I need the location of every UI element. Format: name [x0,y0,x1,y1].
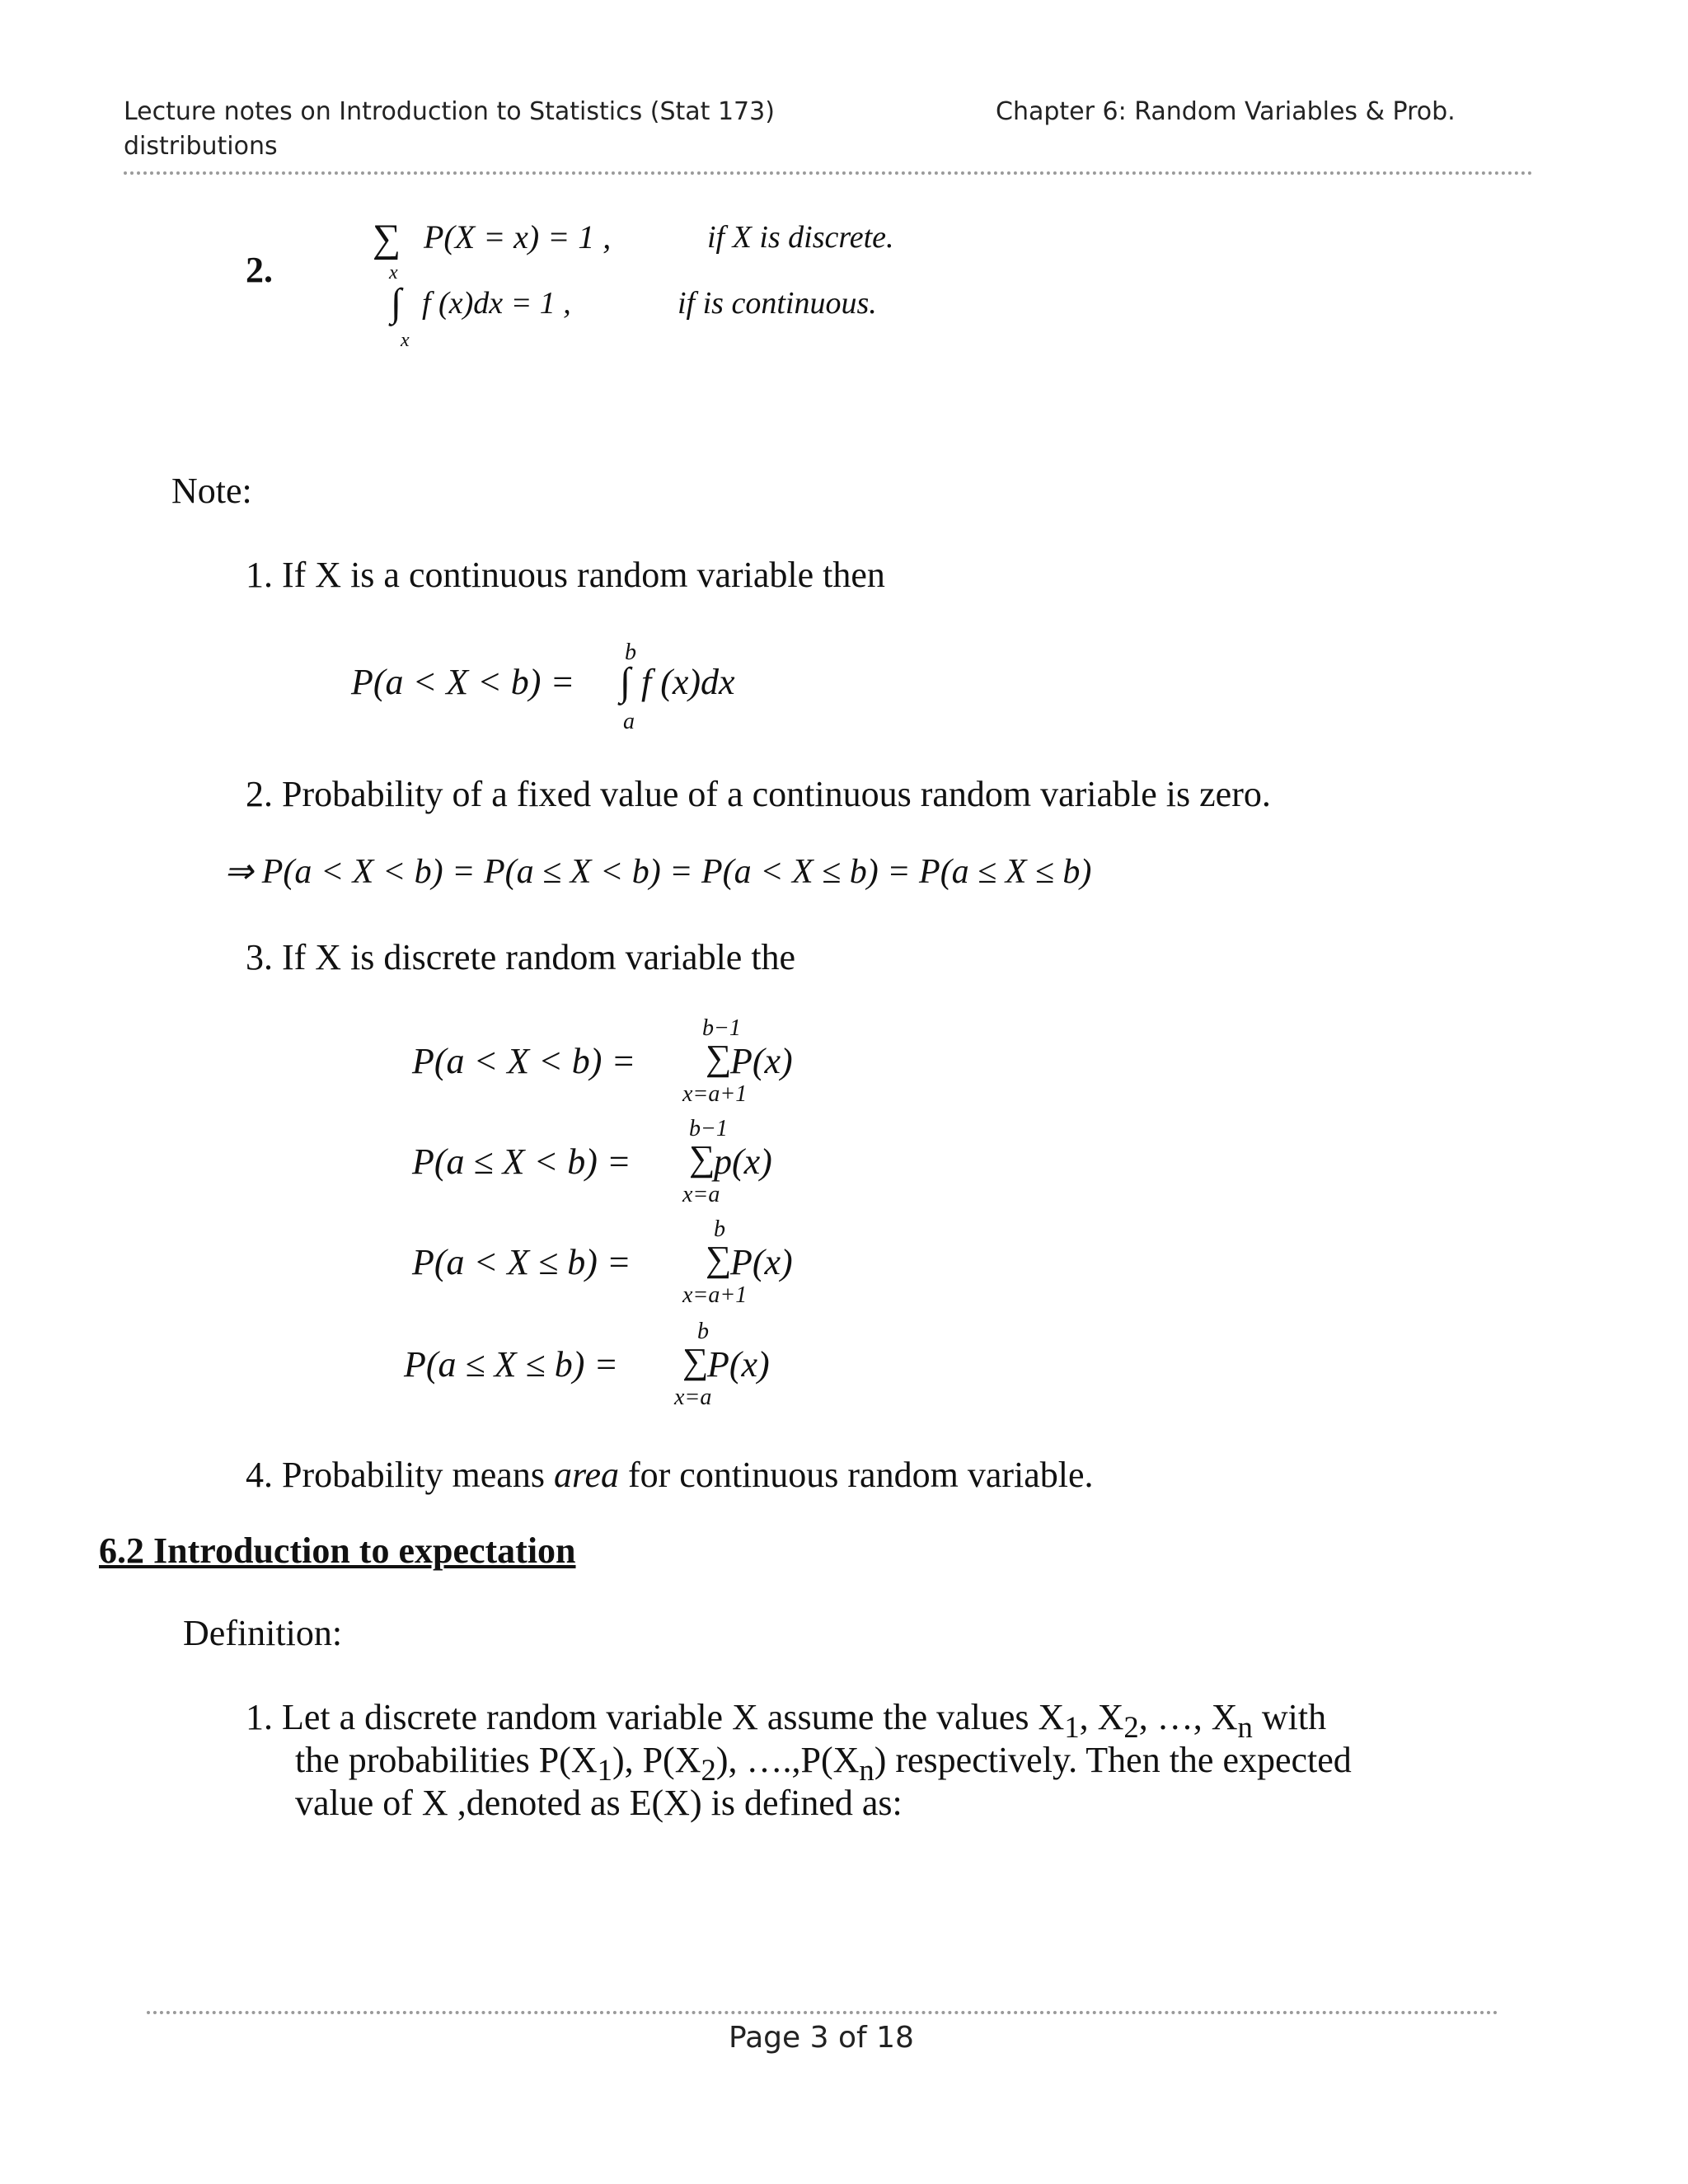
sum-body: P(x) [730,1242,793,1282]
equality-chain-formula: ⇒ P(a < X < b) = P(a ≤ X < b) = P(a < X ≤ b) = P(a ≤ X ≤ b) [224,853,1092,891]
sum-lhs: P(X = x) = 1 , [424,218,612,255]
integral-upper-limit: b [625,640,636,665]
integral-lhs: P(a < X < b) = [351,662,575,702]
sigma-symbol: ∑ [706,1038,732,1078]
formula-lhs: P(a < X < b) = [412,1041,636,1081]
sigma-symbol: ∑ [706,1239,732,1279]
sum-lower-limit: x=a+1 [682,1081,748,1107]
note-item-3: 3. If X is discrete random variable the [246,937,796,977]
integral-lower-limit: a [623,709,635,734]
sum-upper-limit: b−1 [689,1116,728,1141]
sum-body: P(x) [730,1041,793,1081]
note-item-4: 4. Probability means area for continuous random variable. [246,1455,1094,1495]
definition-line-2: the probabilities $P(X_1)$, $P(X_2)$, $\dots.,P(X_n)$ respectively. Then the expected [295,1740,1352,1787]
sum-lower-limit: x=a [682,1182,720,1207]
note-title: Note: [171,471,252,511]
section-heading: 6.2 Introduction to expectation [99,1530,576,1571]
integral-lhs: f (x)dx = 1 , [422,286,571,321]
definition-line-1: 1. Let a discrete random variable X assume the values $X_1$, $X_2$, …, $X_n$ with [246,1697,1327,1744]
header-divider [124,171,1533,175]
header-course-title-cont: distributions [124,132,278,161]
property-number: 2. [246,250,273,290]
header-chapter-title: Chapter 6: Random Variables & Prob. [996,97,1456,126]
note-item-2: 2. Probability of a fixed value of a continuous random variable is zero. [246,774,1271,814]
page-number: Page 3 of 18 [729,2021,914,2055]
sum-subscript: x [389,262,398,284]
sum-lower-limit: x=a+1 [682,1282,748,1308]
formula-lhs: P(a ≤ X ≤ b) = [404,1344,619,1385]
integral-symbol: ∫ [620,660,631,704]
header-course-title: Lecture notes on Introduction to Statistics (Stat 173) [124,97,775,126]
sum-body: P(x) [707,1344,770,1385]
formula-lhs: P(a ≤ X < b) = [412,1141,631,1182]
sigma-symbol: ∑ [689,1138,715,1179]
sigma-symbol: ∑ [682,1341,709,1381]
formula-lhs: P(a < X ≤ b) = [412,1242,631,1282]
integral-condition: if is continuous. [678,286,877,321]
sigma-symbol: ∑ [373,217,401,260]
sum-lower-limit: x=a [674,1385,712,1410]
sum-upper-limit: b [714,1216,725,1242]
definition-line-3: value of X ,denoted as E(X) is defined as: [295,1783,903,1823]
sum-condition: if X is discrete. [707,220,894,255]
sum-body: p(x) [714,1141,772,1182]
definition-label: Definition: [183,1613,343,1653]
integral-symbol: ∫ [391,281,402,325]
integral-subscript: x [401,330,410,351]
sum-upper-limit: b−1 [702,1015,741,1041]
footer-divider [147,2011,1498,2014]
sum-upper-limit: b [697,1319,709,1344]
integral-body: f (x)dx [641,662,735,702]
note-item-1: 1. If X is a continuous random variable then [246,555,885,595]
